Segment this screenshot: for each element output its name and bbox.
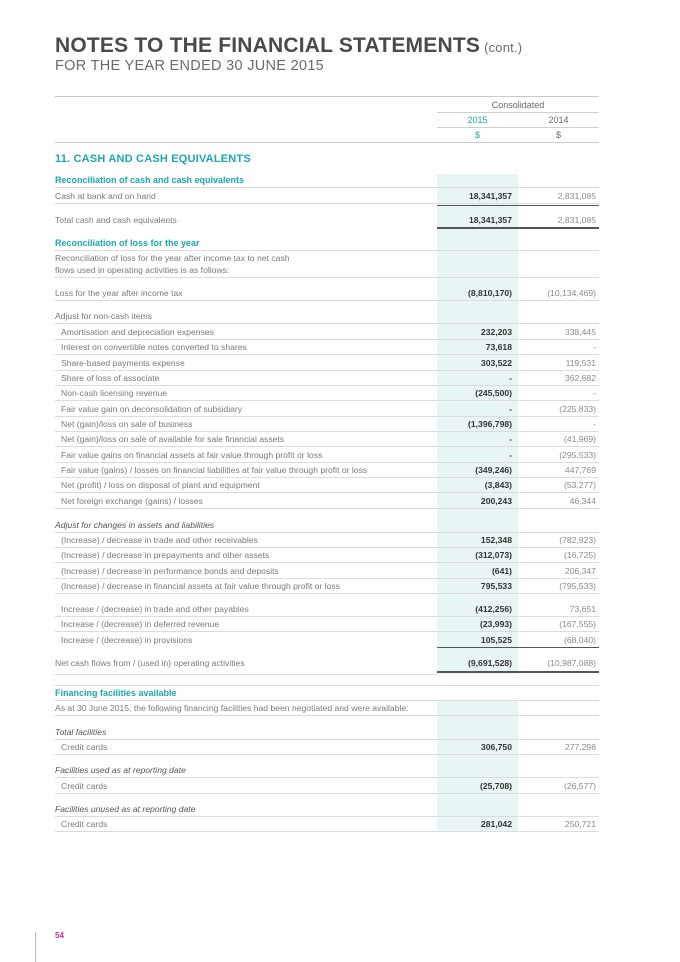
row-label: Fair value gain on deconsolidation of subsidiary	[61, 404, 243, 414]
value-2014: -	[593, 342, 596, 352]
row-label: (Increase) / decrease in financial assets at fair value through profit or loss	[61, 581, 340, 591]
total-rule	[437, 227, 599, 229]
value-2015: -	[509, 373, 512, 383]
page-subtitle: FOR THE YEAR ENDED 30 JUNE 2015	[55, 58, 325, 74]
value-2015: 105,525	[480, 634, 512, 645]
row-label: Cash at bank and on hand	[55, 191, 156, 201]
column-group-header: Consolidated	[491, 100, 545, 110]
table-row	[55, 725, 599, 740]
value-2014: 277,298	[564, 742, 596, 752]
table-row	[55, 340, 599, 355]
table-row	[55, 432, 599, 447]
value-2014: (53,277)	[563, 480, 596, 490]
value-2015: 152,348	[480, 535, 512, 545]
row-label: Reconciliation of cash and cash equivalents	[55, 175, 245, 185]
page-number: 54	[55, 931, 64, 940]
value-2014: (16,725)	[563, 550, 596, 560]
table-row	[55, 189, 599, 204]
table-row	[55, 356, 599, 371]
subtotal-rule	[437, 205, 599, 206]
table-row	[55, 564, 599, 579]
page-title	[55, 34, 522, 58]
column-header-2015: 2015	[467, 115, 488, 125]
value-2014: -	[593, 388, 596, 398]
value-2014: (41,969)	[563, 434, 596, 444]
value-2014: (225,833)	[559, 404, 596, 414]
row-label: Credit cards	[61, 781, 108, 791]
value-2015: 18,341,357	[468, 214, 512, 225]
table-row	[55, 518, 599, 533]
row-label: Facilities used as at reporting date	[55, 765, 186, 775]
table-row	[55, 286, 599, 301]
row-label: Reconciliation of loss for the year	[55, 238, 200, 248]
table-row	[55, 386, 599, 401]
value-2014: 447,769	[564, 465, 596, 475]
value-2014: (26,577)	[563, 781, 596, 791]
value-2014: 206,347	[564, 566, 596, 576]
column-header-2014: 2014	[548, 115, 569, 125]
table-row	[55, 309, 599, 324]
value-2014: 362,682	[564, 373, 596, 383]
value-2015: (1,396,798)	[468, 419, 512, 429]
table-row	[55, 448, 599, 463]
value-2014: -	[593, 419, 596, 429]
table-row	[55, 478, 599, 493]
table-row	[55, 817, 599, 832]
value-2015: -	[509, 404, 512, 414]
value-2014: (295,533)	[559, 450, 596, 460]
value-2014: (10,987,088)	[547, 657, 596, 668]
row-label: Increase / (decrease) in provisions	[61, 634, 193, 645]
table-row	[55, 740, 599, 755]
row-label: Total cash and cash equivalents	[55, 214, 177, 225]
row-label: Amortisation and depreciation expenses	[61, 327, 214, 337]
value-2014: 250,721	[564, 819, 596, 829]
row-label: (Increase) / decrease in prepayments and other assets	[61, 550, 270, 560]
row-label: Fair value gains on financial assets at fair value through profit or loss	[61, 450, 323, 460]
value-2015: (3,843)	[484, 480, 512, 490]
value-2015: 18,341,357	[468, 191, 512, 201]
value-2015: 281,042	[480, 819, 512, 829]
total-rule	[437, 671, 599, 673]
value-2014: 119,531	[565, 358, 596, 368]
row-label: Loss for the year after income tax	[55, 288, 183, 298]
value-2014: 73,651	[569, 604, 596, 614]
currency-2014: $	[555, 130, 561, 140]
title-suffix: (cont.)	[484, 40, 523, 55]
row-label: Fair value (gains) / losses on financial liabilities at fair value through profit or loss	[61, 465, 368, 475]
row-label: Non-cash licensing revenue	[61, 388, 168, 398]
value-2015: (25,708)	[479, 781, 512, 791]
row-label: Increase / (decrease) in trade and other payables	[61, 604, 249, 614]
table-row	[55, 252, 599, 278]
row-label: (Increase) / decrease in performance bonds and deposits	[61, 566, 279, 576]
section-title: 11. CASH AND CASH EQUIVALENTS	[55, 153, 251, 165]
table-row	[55, 763, 599, 778]
row-label: Adjust for changes in assets and liabilities	[55, 520, 215, 530]
row-label: Adjust for non-cash items	[55, 311, 152, 321]
value-2015: 306,750	[480, 742, 512, 752]
row-label: Net cash flows from / (used in) operating activities	[55, 657, 245, 668]
value-2015: (9,691,528)	[468, 657, 512, 668]
row-label: Net foreign exchange (gains) / losses	[61, 496, 203, 506]
value-2015: -	[509, 450, 512, 460]
row-label: Share of loss of associate	[61, 373, 160, 383]
value-2014: (68,040)	[563, 634, 596, 645]
row-label: Net (gain)/loss on sale of business	[61, 419, 193, 429]
value-2015: (23,993)	[479, 619, 512, 629]
value-2014: 2,831,085	[557, 214, 596, 225]
value-2014: (167,555)	[559, 619, 596, 629]
row-label: Net (gain)/loss on sale of available for sale financial assets	[61, 434, 285, 444]
row-label: Reconciliation of loss for the year after income tax to net cash flows used in operating activities is as follows:	[55, 253, 290, 275]
value-2014: (10,134,469)	[547, 288, 596, 298]
table-row	[55, 802, 599, 817]
value-2014: 2,831,085	[557, 191, 596, 201]
row-label: Total facilities	[55, 727, 107, 737]
row-label: As at 30 June 2015, the following financing facilities had been negotiated and were available:	[55, 703, 409, 713]
currency-2015: $	[474, 130, 480, 140]
table-row	[55, 617, 599, 632]
table-row	[55, 494, 599, 509]
table-row	[55, 686, 599, 701]
value-2014: (782,923)	[559, 535, 596, 545]
value-2014: (795,533)	[559, 581, 596, 591]
value-2014: 338,445	[564, 327, 596, 337]
table-row	[55, 402, 599, 417]
table-row	[55, 655, 599, 670]
divider	[55, 96, 599, 97]
table-row	[55, 463, 599, 478]
table-row	[55, 579, 599, 594]
page-margin-bar	[35, 932, 36, 962]
divider	[437, 112, 599, 113]
value-2015: 200,243	[480, 496, 512, 506]
table-row	[55, 548, 599, 563]
row-label: (Increase) / decrease in trade and other receivables	[61, 535, 258, 545]
row-label: Credit cards	[61, 742, 108, 752]
row-label: Financing facilities available	[55, 688, 177, 698]
table-row	[55, 371, 599, 386]
value-2014: 46,344	[569, 496, 596, 506]
divider	[437, 127, 599, 128]
title-text: NOTES TO THE FINANCIAL STATEMENTS	[55, 34, 481, 57]
table-row	[55, 173, 599, 188]
table-row	[55, 602, 599, 617]
divider	[55, 142, 599, 143]
value-2015: (312,073)	[475, 550, 512, 560]
value-2015: (245,500)	[475, 388, 512, 398]
table-row	[55, 325, 599, 340]
value-2015: 73,618	[485, 342, 512, 352]
table-row	[55, 632, 599, 647]
row-label: Share-based payments expense	[61, 358, 185, 368]
table-row	[55, 701, 599, 716]
value-2015: 232,203	[480, 327, 512, 337]
row-label: Interest on convertible notes converted to shares	[61, 342, 247, 352]
table-row	[55, 212, 599, 227]
value-2015: (412,256)	[475, 604, 512, 614]
value-2015: 303,522	[480, 358, 512, 368]
row-label: Credit cards	[61, 819, 108, 829]
value-2015: -	[509, 434, 512, 444]
row-label: Facilities unused as at reporting date	[55, 804, 196, 814]
value-2015: (641)	[491, 566, 512, 576]
row-label: Net (profit) / loss on disposal of plant and equipment	[61, 480, 260, 490]
value-2015: (349,246)	[475, 465, 512, 475]
table-row	[55, 417, 599, 432]
table-row	[55, 533, 599, 548]
value-2015: 795,533	[480, 581, 512, 591]
value-2015: (8,810,170)	[468, 288, 512, 298]
subtotal-rule	[437, 647, 599, 648]
divider	[55, 674, 437, 675]
row-label: Increase / (decrease) in deferred revenue	[61, 619, 220, 629]
table-row	[55, 236, 599, 251]
table-row	[55, 779, 599, 794]
